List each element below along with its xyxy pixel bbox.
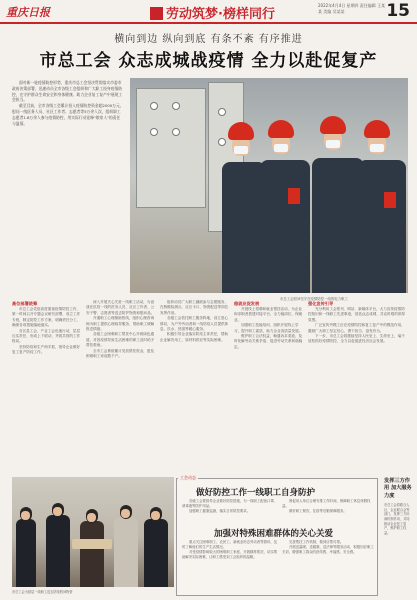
gauge-icon [150,128,158,136]
article-column-2 [86,300,156,475]
gauge-icon [172,128,180,136]
paragraph: 加强职工健康监测，落实日常防控要求。 [189,509,251,513]
subheading: 高位部署统筹 [12,301,38,306]
paragraph: 下一步，市总工会将继续坚持人民至上、生命至上，毫不放松抓好疫情防控，全力以赴促进经济社会发展。 [308,334,405,344]
paragraph: 各级工会要指导企业做好防控措施，为一线职工配备口罩、消毒液等防护用品。 [182,499,278,508]
subheading: 稳就业促发展 [234,301,260,306]
boxed-column [182,499,278,525]
side-title: 发挥三方作用 加大服务力度 [384,478,412,499]
headline: 市总工会 众志成城战疫情 全力以赴促复产 [39,51,378,71]
side-body: 市总工会将联合人社、企业联合会等部门，发挥三方协商机制作用，共同推动企业复工复产，维护职工权益。 [384,503,410,535]
paragraph: 各级工会依托职工服务阵地，设立爱心驿站，为户外劳动者和一线防疫人员提供休息、饮水、热饭等暖心服务。 [160,316,229,332]
gauge-icon [218,108,226,116]
paragraph: 开展送温暖、送健康、送法律等服务活动，积极回应职工关切，增强职工群众的获得感、幸福感、安全感。 [282,545,374,554]
article-column-4 [234,300,304,475]
section-square-icon [150,7,163,20]
boxed-column [182,540,278,594]
paragraph: 重点关注困难职工、农民工、新就业形态劳动者等群体，及时了解他们的生产生活情况。 [182,540,278,549]
paragraph: 积极引导企业落实防疫主体责任，帮助企业解决用工、原材料供应等实际困难。 [160,332,229,342]
paragraph: 市总工会党组高度重视疫情防控工作，第一时间召开专题会议研究部署，成立工作专班，制定防控工作方案，明确责任分工，确保各项措施落地落实。 [12,307,81,328]
article-column-1 [12,300,82,475]
subheading: 强化宣传引导 [308,301,334,306]
paragraph: 各区县工会、产业工会迅速行动，层层压实责任，形成上下联动、齐抓共管的工作格局。 [12,328,81,344]
paragraph: 对受疫情影响较大的困难职工家庭，开展精准帮扶，切实帮助解决实际困难，让职工感受到工会组织的温暖。 [182,550,278,559]
side-column [384,478,412,596]
boxed-column [282,499,374,525]
intro-paragraph: 面对新一轮疫情防控形势，重庆市总工会坚决贯彻落实市委市政府决策部署，迅速动员全市各级工会组织和广大职工投身疫情防控，在守护群众生命安全和身体健康、助力企业复工复产中展现工会担当。 [12,80,123,103]
paragraph: 做好职工餐饮、住宿等后勤保障服务。 [289,509,347,513]
masthead [0,0,417,24]
paragraph: 维护职工合法权益，畅通诉求渠道，及时化解劳动关系矛盾，促进劳动关系和谐稳定。 [234,334,303,349]
paragraph: 完善帮扶工作机制，做到应帮尽帮。 [289,540,344,544]
article-column-5 [308,300,408,475]
paragraph: 广泛宣传劳模工匠在疫情防控和复工复产中的模范作用，激励广大职工坚定信心、勇于担当、奋发有为。 [308,323,405,333]
boxed-headline-2: 加强对特殊困难群体的关心关爱 [214,529,334,539]
gauge-icon [172,102,180,110]
control-panel [136,88,206,208]
newspaper-logo: 重庆日报 [6,6,50,19]
boxed-headline-1: 做好防控工作一线职工自身防护 [196,488,316,498]
gift-package [72,539,112,549]
section-title-text: 劳动筑梦·榜样同行 [166,7,275,22]
paragraph: 开通职工心理援助热线，组织心理咨询师为职工提供心理疏导服务，帮助职工缓解焦虑情绪。 [86,316,155,332]
intro-text [12,80,124,294]
paragraph: 全市工会系统累计发放帮扶资金，惠及困难职工家庭数千户。 [86,348,155,359]
section-title [150,3,275,22]
paragraph: 充分利用工会报刊、网站、新媒体平台，大力宣传疫情防控知识和一线职工先进事迹，营造众志成城、共克时艰的浓厚氛围。 [308,307,406,322]
paragraph: 各级工会困难职工帮扶中心开辟绿色通道，对因疫情导致生活困难的职工及时给予帮扶救助。 [86,332,155,348]
paragraph: 督促用人单位合理安排工作时间，保障职工休息休假权益。 [282,499,371,508]
page-meta: 2022年4月4日 星期四 责任编辑 王某某 美编 吴某某 [318,3,386,14]
paragraph: 加强职工技能培训，组织开展线上学习，提升职工素质，助力企业高质量发展。 [234,323,303,333]
gauge-icon [218,138,226,146]
intro-paragraph: 截至目前，全市各级工会累计投入疫情防控资金超2000万元，慰问一线医务人员、社区工作者、志愿者等5万余人次，组织职工志愿者1.8万余人参与疫情防控，用实际行动诠释"娘家人"的责任与温情。 [12,103,124,126]
article-column-3 [160,300,230,475]
second-photo [12,477,174,587]
main-photo [130,78,408,293]
paragraph: 坚持防疫和生产两手抓，指导企业做好复工复产防疫工作。 [12,344,81,355]
paragraph: 开展线上招聘和就业帮扶活动，为企业和求职者搭建对接平台，全力稳岗位、保就业。 [234,307,303,322]
paragraph: 深入开展关心关爱一线职工活动，为奋战在抗疫一线的医务人员、社区工作者、公安干警、志愿者等送去防护物资和慰问品。 [86,300,155,315]
paragraph: 组织动员广大职工踊跃参与志愿服务，在核酸检测点、社区卡口、物资配送等岗位发挥作用。 [160,300,229,315]
kicker: 横向到边 纵向到底 有条不紊 有序推进 [114,34,303,45]
gauge-icon [150,102,158,110]
second-photo-caption: 市总工会为基层一线职工送去防疫慰问物资 [12,590,73,594]
boxed-column [282,540,374,594]
photo-caption: 市总工会慰问坚守在疫情防控一线的电力职工 [280,297,348,301]
boxed-label: 工会动态 [180,475,196,480]
page-number: 15 [386,1,410,21]
